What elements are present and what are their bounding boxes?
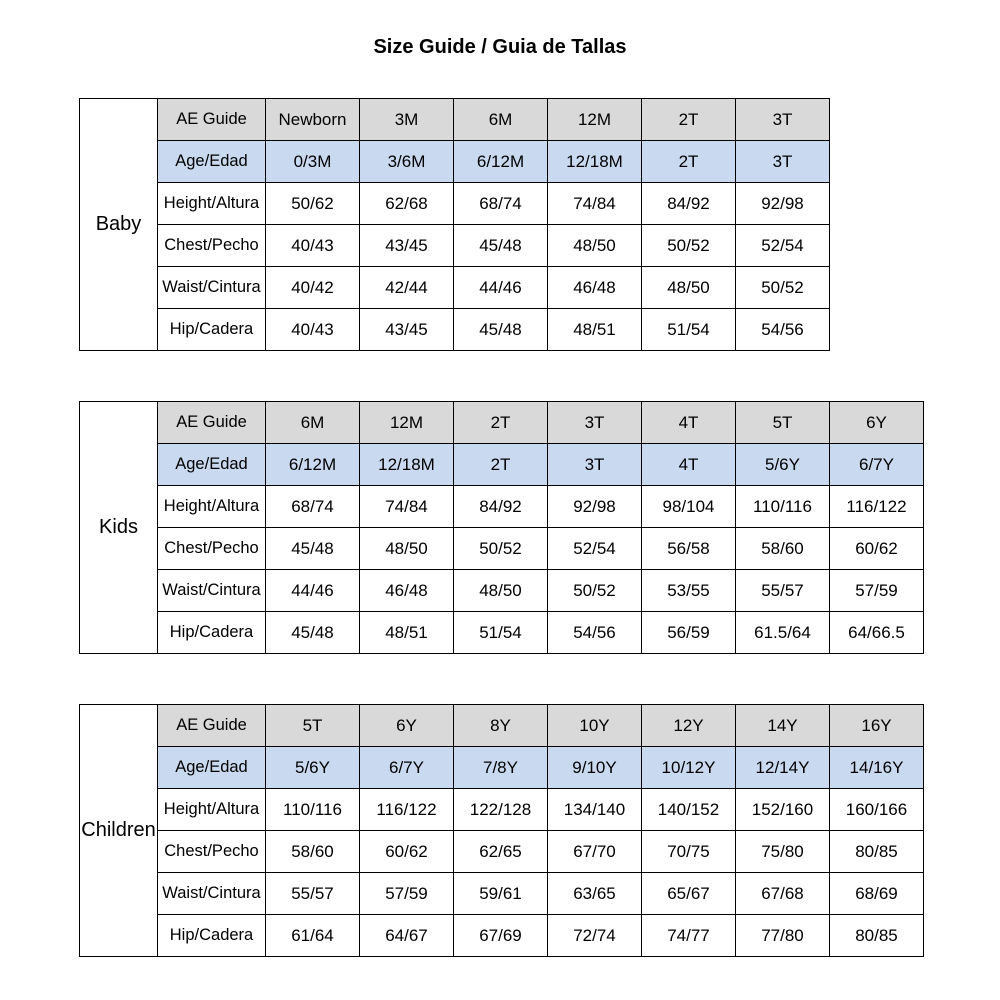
row-label: Age/Edad bbox=[158, 747, 266, 789]
table-row bbox=[80, 267, 830, 309]
table-cell: 4T bbox=[642, 402, 736, 444]
table-cell: 72/74 bbox=[548, 915, 642, 957]
table-row bbox=[80, 486, 924, 528]
table-cell: 3T bbox=[548, 402, 642, 444]
table-cell: 48/51 bbox=[360, 612, 454, 654]
table-cell: 67/68 bbox=[736, 873, 830, 915]
table-cell: 6/7Y bbox=[830, 444, 924, 486]
table-cell: 44/46 bbox=[454, 267, 548, 309]
table-cell: 48/50 bbox=[360, 528, 454, 570]
table-cell: 7/8Y bbox=[454, 747, 548, 789]
table-cell: 65/67 bbox=[642, 873, 736, 915]
table-cell: 50/52 bbox=[454, 528, 548, 570]
table-cell: 2T bbox=[642, 99, 736, 141]
row-label: Height/Altura bbox=[158, 789, 266, 831]
table-row bbox=[80, 99, 830, 141]
table-row bbox=[80, 225, 830, 267]
table-cell: 12M bbox=[548, 99, 642, 141]
table-cell: 6/7Y bbox=[360, 747, 454, 789]
table-cell: 50/52 bbox=[736, 267, 830, 309]
table-cell: 16Y bbox=[830, 705, 924, 747]
table-row bbox=[80, 141, 830, 183]
table-cell: 140/152 bbox=[642, 789, 736, 831]
row-label: Age/Edad bbox=[158, 141, 266, 183]
table-cell: 70/75 bbox=[642, 831, 736, 873]
table-row bbox=[80, 528, 924, 570]
table-cell: 60/62 bbox=[830, 528, 924, 570]
row-label: Waist/Cintura bbox=[158, 570, 266, 612]
table-row bbox=[80, 705, 924, 747]
table-cell: 54/56 bbox=[736, 309, 830, 351]
table-cell: 116/122 bbox=[360, 789, 454, 831]
table-cell: 74/84 bbox=[548, 183, 642, 225]
table-cell: 55/57 bbox=[266, 873, 360, 915]
table-cell: 3/6M bbox=[360, 141, 454, 183]
table-cell: 56/58 bbox=[642, 528, 736, 570]
row-label: Chest/Pecho bbox=[158, 528, 266, 570]
table-cell: 40/43 bbox=[266, 309, 360, 351]
table-cell: 152/160 bbox=[736, 789, 830, 831]
table-cell: 9/10Y bbox=[548, 747, 642, 789]
table-cell: 12Y bbox=[642, 705, 736, 747]
row-label: Hip/Cadera bbox=[158, 309, 266, 351]
table-cell: 62/65 bbox=[454, 831, 548, 873]
table-cell: 14Y bbox=[736, 705, 830, 747]
size-table-kids bbox=[79, 401, 924, 654]
table-cell: 2T bbox=[454, 444, 548, 486]
table-cell: 64/67 bbox=[360, 915, 454, 957]
row-label: Age/Edad bbox=[158, 444, 266, 486]
section-label: Kids bbox=[80, 402, 158, 654]
table-cell: 110/116 bbox=[266, 789, 360, 831]
table-cell: 68/74 bbox=[266, 486, 360, 528]
table-row bbox=[80, 402, 924, 444]
table-cell: 42/44 bbox=[360, 267, 454, 309]
table-cell: 110/116 bbox=[736, 486, 830, 528]
table-cell: 160/166 bbox=[830, 789, 924, 831]
page-title: Size Guide / Guia de Tallas bbox=[373, 36, 627, 58]
table-cell: 8Y bbox=[454, 705, 548, 747]
table-cell: 48/50 bbox=[642, 267, 736, 309]
table-cell: 3T bbox=[736, 141, 830, 183]
table-row bbox=[80, 183, 830, 225]
row-label: AE Guide bbox=[158, 99, 266, 141]
row-label: Hip/Cadera bbox=[158, 612, 266, 654]
table-cell: 53/55 bbox=[642, 570, 736, 612]
table-cell: 6Y bbox=[360, 705, 454, 747]
size-table-baby bbox=[79, 98, 830, 351]
section-label: Baby bbox=[80, 99, 158, 351]
table-cell: 4T bbox=[642, 444, 736, 486]
table-row bbox=[80, 612, 924, 654]
table-cell: 2T bbox=[454, 402, 548, 444]
table-cell: 46/48 bbox=[360, 570, 454, 612]
row-label: AE Guide bbox=[158, 705, 266, 747]
table-cell: 51/54 bbox=[454, 612, 548, 654]
table-cell: 60/62 bbox=[360, 831, 454, 873]
table-cell: 45/48 bbox=[266, 528, 360, 570]
table-cell: 6Y bbox=[830, 402, 924, 444]
table-cell: 48/50 bbox=[454, 570, 548, 612]
row-label: Waist/Cintura bbox=[158, 267, 266, 309]
table-cell: 52/54 bbox=[736, 225, 830, 267]
table-cell: 6M bbox=[454, 99, 548, 141]
table-cell: 134/140 bbox=[548, 789, 642, 831]
table-cell: 12M bbox=[360, 402, 454, 444]
table-cell: 43/45 bbox=[360, 309, 454, 351]
table-cell: 48/51 bbox=[548, 309, 642, 351]
table-cell: 44/46 bbox=[266, 570, 360, 612]
row-label: Hip/Cadera bbox=[158, 915, 266, 957]
table-cell: 57/59 bbox=[830, 570, 924, 612]
table-cell: 84/92 bbox=[642, 183, 736, 225]
table-cell: 68/74 bbox=[454, 183, 548, 225]
table-cell: 62/68 bbox=[360, 183, 454, 225]
table-cell: 75/80 bbox=[736, 831, 830, 873]
row-label: Chest/Pecho bbox=[158, 225, 266, 267]
table-cell: 10/12Y bbox=[642, 747, 736, 789]
table-cell: 3T bbox=[548, 444, 642, 486]
table-cell: 2T bbox=[642, 141, 736, 183]
table-cell: 98/104 bbox=[642, 486, 736, 528]
table-row bbox=[80, 309, 830, 351]
table-cell: 50/52 bbox=[548, 570, 642, 612]
table-cell: 59/61 bbox=[454, 873, 548, 915]
table-row bbox=[80, 915, 924, 957]
table-cell: 92/98 bbox=[736, 183, 830, 225]
table-cell: 45/48 bbox=[454, 309, 548, 351]
table-cell: 84/92 bbox=[454, 486, 548, 528]
table-cell: 43/45 bbox=[360, 225, 454, 267]
table-cell: 92/98 bbox=[548, 486, 642, 528]
table-cell: 5/6Y bbox=[736, 444, 830, 486]
table-cell: 58/60 bbox=[266, 831, 360, 873]
table-cell: 14/16Y bbox=[830, 747, 924, 789]
table-cell: 67/69 bbox=[454, 915, 548, 957]
table-cell: 67/70 bbox=[548, 831, 642, 873]
table-cell: 122/128 bbox=[454, 789, 548, 831]
table-cell: 5T bbox=[266, 705, 360, 747]
table-cell: 3M bbox=[360, 99, 454, 141]
table-cell: 80/85 bbox=[830, 915, 924, 957]
table-cell: 6/12M bbox=[266, 444, 360, 486]
row-label: AE Guide bbox=[158, 402, 266, 444]
table-cell: 80/85 bbox=[830, 831, 924, 873]
table-cell: 45/48 bbox=[266, 612, 360, 654]
size-table-children bbox=[79, 704, 924, 957]
row-label: Chest/Pecho bbox=[158, 831, 266, 873]
table-cell: 0/3M bbox=[266, 141, 360, 183]
table-cell: 48/50 bbox=[548, 225, 642, 267]
table-cell: 12/18M bbox=[548, 141, 642, 183]
table-cell: 57/59 bbox=[360, 873, 454, 915]
row-label: Height/Altura bbox=[158, 183, 266, 225]
row-label: Waist/Cintura bbox=[158, 873, 266, 915]
section-label: Children bbox=[80, 705, 158, 957]
table-row bbox=[80, 873, 924, 915]
table-cell: 77/80 bbox=[736, 915, 830, 957]
table-cell: Newborn bbox=[266, 99, 360, 141]
table-cell: 10Y bbox=[548, 705, 642, 747]
table-cell: 12/18M bbox=[360, 444, 454, 486]
table-cell: 61.5/64 bbox=[736, 612, 830, 654]
table-cell: 68/69 bbox=[830, 873, 924, 915]
table-cell: 58/60 bbox=[736, 528, 830, 570]
table-cell: 74/84 bbox=[360, 486, 454, 528]
table-cell: 5T bbox=[736, 402, 830, 444]
table-cell: 3T bbox=[736, 99, 830, 141]
table-row bbox=[80, 570, 924, 612]
table-cell: 46/48 bbox=[548, 267, 642, 309]
table-cell: 6M bbox=[266, 402, 360, 444]
table-cell: 55/57 bbox=[736, 570, 830, 612]
table-cell: 74/77 bbox=[642, 915, 736, 957]
table-row bbox=[80, 789, 924, 831]
table-cell: 50/52 bbox=[642, 225, 736, 267]
table-row bbox=[80, 747, 924, 789]
table-cell: 12/14Y bbox=[736, 747, 830, 789]
table-cell: 6/12M bbox=[454, 141, 548, 183]
table-cell: 40/43 bbox=[266, 225, 360, 267]
table-cell: 56/59 bbox=[642, 612, 736, 654]
table-cell: 45/48 bbox=[454, 225, 548, 267]
table-cell: 52/54 bbox=[548, 528, 642, 570]
table-cell: 5/6Y bbox=[266, 747, 360, 789]
table-cell: 61/64 bbox=[266, 915, 360, 957]
table-cell: 64/66.5 bbox=[830, 612, 924, 654]
table-cell: 116/122 bbox=[830, 486, 924, 528]
table-cell: 54/56 bbox=[548, 612, 642, 654]
table-row bbox=[80, 831, 924, 873]
table-cell: 50/62 bbox=[266, 183, 360, 225]
table-cell: 40/42 bbox=[266, 267, 360, 309]
table-row bbox=[80, 444, 924, 486]
table-cell: 51/54 bbox=[642, 309, 736, 351]
table-cell: 63/65 bbox=[548, 873, 642, 915]
row-label: Height/Altura bbox=[158, 486, 266, 528]
